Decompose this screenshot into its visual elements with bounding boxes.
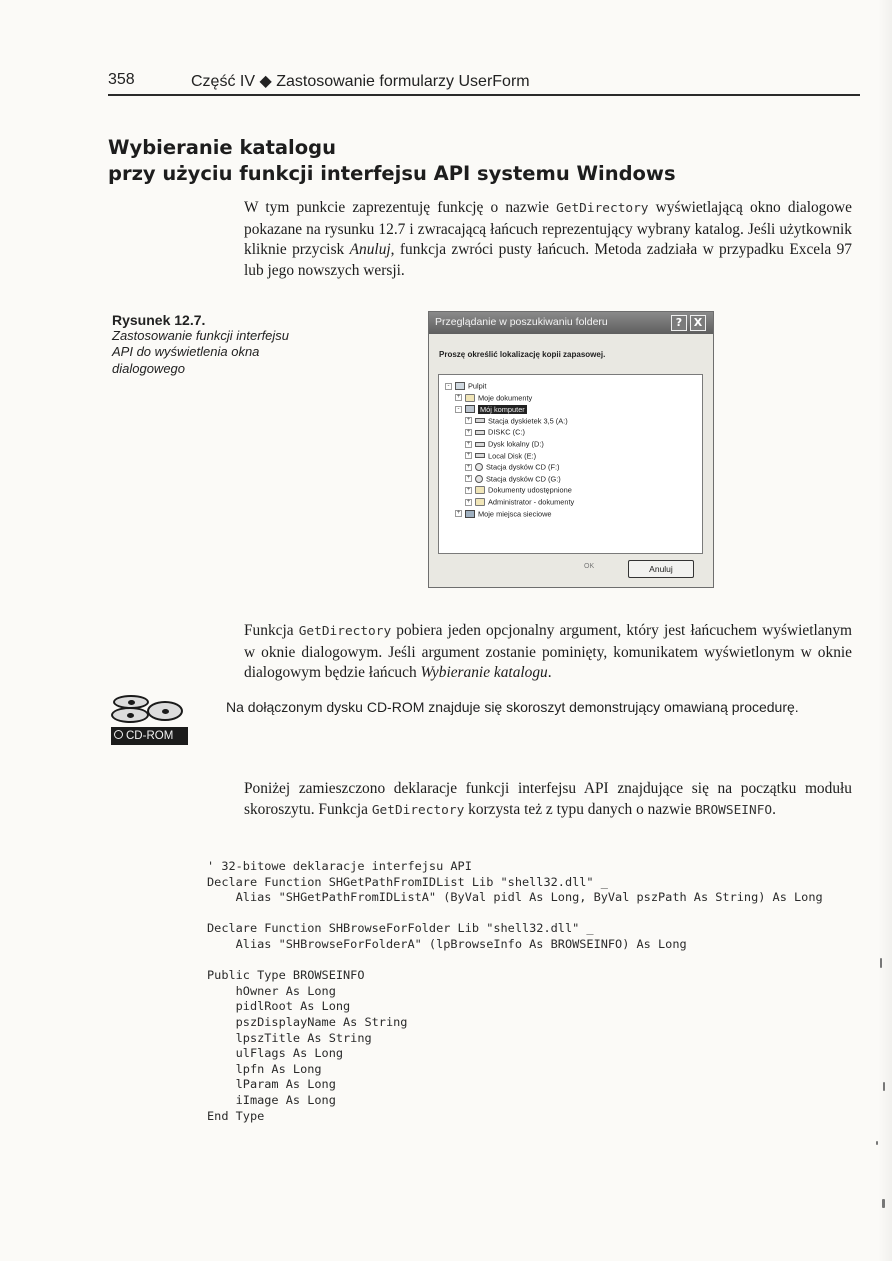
- code-line: [207, 953, 867, 969]
- expand-icon[interactable]: +: [456, 510, 461, 517]
- tree-item[interactable]: [455, 508, 552, 519]
- cd-rom-icon: [111, 695, 188, 745]
- intro-emphasis-anuluj: Anuluj: [349, 241, 391, 258]
- figure-number: Rysunek 12.7.: [112, 312, 206, 328]
- tree-item[interactable]: [455, 392, 532, 403]
- cd-drive-icon: [475, 475, 483, 483]
- tree-item-label: Mój komputer: [480, 404, 525, 414]
- expand-icon[interactable]: +: [466, 498, 471, 505]
- section-heading-line-1: Wybieranie katalogu: [108, 136, 336, 159]
- code-line: Declare Function SHGetPathFromIDList Lib "shell32.dll" _: [207, 874, 608, 889]
- ok-button[interactable]: OK: [584, 563, 595, 570]
- collapse-icon[interactable]: -: [445, 383, 452, 390]
- code-line: lParam As Long: [207, 1077, 336, 1092]
- code-listing: [207, 859, 867, 1124]
- cd-rom-note: Na dołączonym dysku CD-ROM znajduje się skoroszyt demonstrujący omawianą procedurę.: [226, 699, 799, 715]
- tree-item-label: Administrator - dokumenty: [488, 497, 575, 507]
- folder-icon: [475, 486, 485, 494]
- para3-text-2: korzysta też z typu danych o nazwie: [464, 800, 696, 818]
- folder-icon: [465, 394, 475, 402]
- tree-item-label: Moje dokumenty: [478, 393, 533, 403]
- code-line: Alias "SHBrowseForFolderA" (lpBrowseInfo As BROWSEINFO) As Long: [207, 936, 687, 951]
- tree-item[interactable]: [465, 450, 536, 461]
- figure-caption: [112, 312, 292, 377]
- cd-rom-label-text: CD-ROM: [126, 730, 174, 742]
- para3-text-1: Poniżej zamieszczono deklaracje funkcji interfejsu API znajdujące się na początku modułu skoroszytu. Funkcja: [244, 780, 852, 818]
- drive-icon: [475, 430, 485, 435]
- scan-speck: [882, 1199, 885, 1208]
- page-number: 358: [108, 71, 135, 88]
- expand-icon[interactable]: +: [466, 463, 471, 470]
- tree-item-label: DISKC (C:): [488, 427, 525, 437]
- intro-text-2: wyświetlającą okno dialogowe pokazane na rysunku 12.7 i zwracającą łańcuch reprezentujący wybrany katalog. Jeśli użytkownik kliknie przycisk: [244, 199, 852, 258]
- code-line: End Type: [207, 1108, 265, 1123]
- disc-icon: [147, 701, 183, 721]
- para3-code-getdirectory: GetDirectory: [371, 802, 465, 818]
- tree-item[interactable]: [455, 403, 527, 414]
- scan-speck: [880, 958, 882, 968]
- expand-icon[interactable]: +: [466, 475, 471, 482]
- para2-text-2: pobiera jeden opcjonalny argument, który jest łańcuchem wyświetlanym w oknie dialogowym. Jeśli argument zostanie pominięty, komunikatem wyświetlonym w oknie dialogowym będzie łańcuch: [244, 622, 852, 681]
- expand-icon[interactable]: +: [466, 417, 471, 424]
- para2-code-getdirectory: GetDirectory: [298, 624, 392, 639]
- intro-text-3: , funkcja zwróci pusty łańcuch. Metoda zadziała w przypadku Excela 97 lub jego nowszych wersji.: [244, 241, 852, 279]
- network-icon: [465, 510, 475, 518]
- help-button[interactable]: ?: [671, 315, 687, 331]
- tree-item[interactable]: [465, 473, 561, 484]
- disc-icon: [111, 707, 149, 723]
- dialog-prompt: Proszę określić lokalizację kopii zapasowej.: [439, 350, 606, 359]
- tree-item-label: Pulpit: [468, 381, 487, 391]
- computer-icon: [465, 405, 475, 413]
- running-head-title: Część IV ◆ Zastosowanie formularzy UserForm: [191, 73, 530, 90]
- code-line: iImage As Long: [207, 1092, 336, 1107]
- tree-item-label: Moje miejsca sieciowe: [478, 509, 552, 519]
- code-line: ' 32-bitowe deklaracje interfejsu API: [207, 859, 472, 873]
- code-line: Public Type BROWSEINFO: [207, 968, 365, 983]
- disc-mark-icon: [114, 730, 123, 739]
- tree-item[interactable]: [465, 426, 525, 437]
- paragraph-2: [244, 621, 852, 684]
- drive-icon: [475, 442, 485, 447]
- code-line: lpfn As Long: [207, 1061, 322, 1076]
- code-line: Declare Function SHBrowseForFolder Lib "shell32.dll" _: [207, 921, 594, 936]
- para3-text-3: .: [772, 800, 776, 818]
- scan-speck: [876, 1141, 878, 1145]
- tree-item[interactable]: [465, 415, 568, 426]
- tree-item[interactable]: [465, 438, 544, 449]
- drive-icon: [475, 453, 485, 458]
- code-line: Alias "SHGetPathFromIDListA" (ByVal pidl As Long, ByVal pszPath As String) As Long: [207, 890, 823, 905]
- expand-icon[interactable]: +: [466, 440, 471, 447]
- para2-text-1: Funkcja: [244, 622, 299, 639]
- tree-item[interactable]: [465, 496, 574, 507]
- cancel-button[interactable]: Anuluj: [628, 560, 694, 578]
- intro-code-getdirectory: GetDirectory: [556, 201, 649, 216]
- code-line: lpszTitle As String: [207, 1030, 372, 1045]
- tree-item-label: Dysk lokalny (D:): [488, 439, 544, 449]
- code-line: pszDisplayName As String: [207, 1014, 408, 1029]
- code-line: hOwner As Long: [207, 983, 336, 998]
- expand-icon[interactable]: +: [456, 394, 461, 401]
- scan-speck: [883, 1082, 885, 1091]
- tree-item-label: Local Disk (E:): [488, 451, 537, 461]
- section-heading-line-2: przy użyciu funkcji interfejsu API systemu Windows: [108, 162, 676, 185]
- cd-drive-icon: [475, 463, 483, 471]
- para2-text-3: .: [547, 664, 552, 681]
- folder-tree[interactable]: [438, 374, 703, 554]
- tree-item-label: Stacja dysków CD (F:): [486, 462, 560, 472]
- para2-emphasis: Wybieranie katalogu: [420, 664, 548, 681]
- desktop-icon: [455, 382, 465, 390]
- dialog-title-bar: [429, 312, 713, 334]
- tree-item-label: Stacja dyskietek 3,5 (A:): [488, 416, 568, 426]
- code-line: [207, 906, 867, 922]
- tree-item[interactable]: [465, 484, 572, 495]
- paragraph-3: [244, 779, 852, 821]
- collapse-icon[interactable]: -: [455, 406, 462, 413]
- cd-rom-label: [111, 727, 188, 745]
- code-line: pidlRoot As Long: [207, 999, 351, 1014]
- page-edge-shadow: [878, 0, 892, 1261]
- intro-paragraph: [244, 198, 852, 281]
- header-rule: [108, 94, 860, 96]
- expand-icon[interactable]: +: [466, 452, 471, 459]
- figure-caption-text: Zastosowanie funkcji interfejsu API do wyświetlenia okna dialogowego: [112, 328, 290, 376]
- expand-icon[interactable]: +: [466, 428, 471, 435]
- tree-item[interactable]: [465, 461, 560, 472]
- close-button[interactable]: X: [690, 315, 706, 331]
- expand-icon[interactable]: +: [466, 486, 471, 493]
- tree-item-label: Stacja dysków CD (G:): [486, 474, 561, 484]
- floppy-drive-icon: [475, 418, 485, 423]
- tree-item-label: Dokumenty udostępnione: [488, 485, 572, 495]
- para3-code-browseinfo: BROWSEINFO: [695, 802, 773, 818]
- tree-item[interactable]: [445, 380, 487, 391]
- browse-folder-dialog: [428, 311, 714, 588]
- intro-text-1: W tym punkcie zaprezentuję funkcję o nazwie: [244, 199, 557, 216]
- dialog-title: Przeglądanie w poszukiwaniu folderu: [435, 316, 608, 328]
- running-head: [108, 69, 860, 95]
- folder-icon: [475, 498, 485, 506]
- code-line: ulFlags As Long: [207, 1046, 344, 1061]
